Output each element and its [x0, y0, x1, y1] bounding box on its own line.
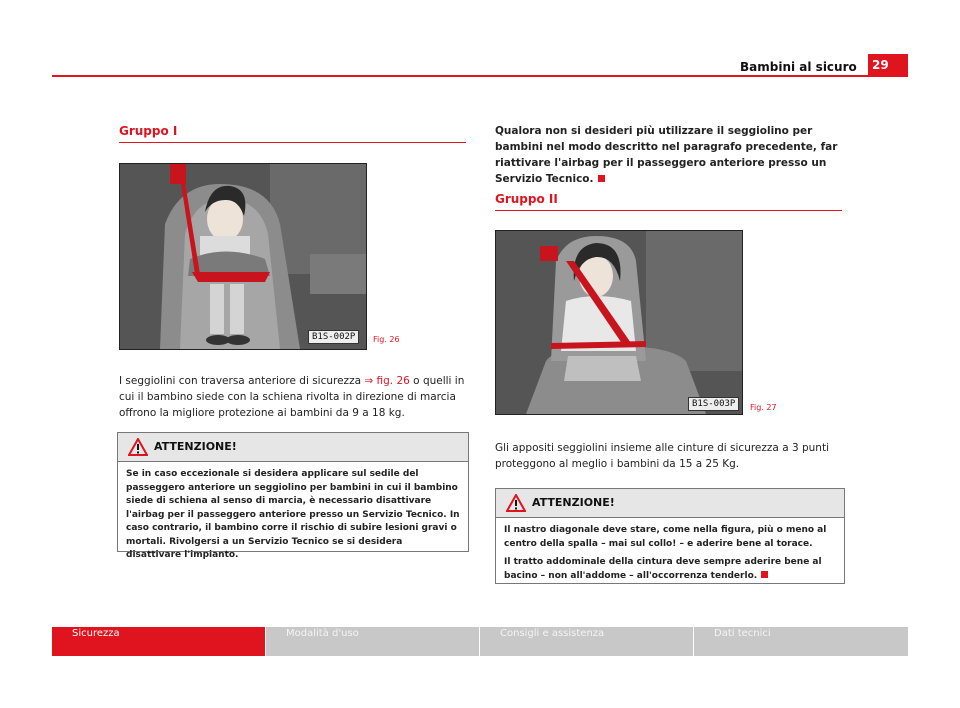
section-title-gruppo-1: Gruppo I — [119, 124, 466, 143]
section-title-gruppo-2: Gruppo II — [495, 192, 842, 211]
header-rule — [52, 75, 908, 77]
warning-paragraph-1: Il nastro diagonale deve stare, come nella figura, più o meno al centro della spalla – mai sul collo! – e aderire bene al torace. — [504, 525, 827, 549]
warning-paragraph-2-text: Il tratto addominale della cintura deve sempre aderire bene al bacino – non all'addome – all'occorrenza tenderlo. — [504, 557, 822, 581]
booster-seat-illustration — [496, 231, 742, 414]
chapter-title: Bambini al sicuro — [740, 60, 857, 74]
intro-text: Qualora non si desideri più utilizzare il seggiolino per bambini nel modo descritto nel paragrafo precedente, far riattivare l'airbag per il passeggero anteriore presso un Servizio Tecnico. — [495, 125, 838, 185]
figure-26-child-seat-gruppo-1 — [119, 163, 367, 350]
para-text: o quelli in cui il bambino siede con la schiena rivolta in direzione di marcia offrono la migliore protezione ai bambini da 9 a 18 kg. — [119, 375, 465, 419]
para-text: I seggiolini con traversa anteriore di sicurezza — [119, 375, 365, 387]
warning-box-right — [495, 488, 845, 584]
warning-title: ATTENZIONE! — [154, 440, 237, 453]
footer-tab-dati-tecnici[interactable]: Dati tecnici — [693, 627, 908, 656]
paragraph-gruppo-2: Gli appositi seggiolini insieme alle cinture di sicurezza a 3 punti proteggono al meglio i bambini da 15 a 25 Kg. — [495, 442, 829, 470]
warning-text: Se in caso eccezionale si desidera applicare sul sedile del passeggero anteriore un seggiolino per bambini in cui il bambino siede di schiena al senso di marcia, è necessario disattivare l'airbag per il passeggero anteriore presso un Servizio Tecnico. In caso contrario, il bambino corre il rischio di subire lesioni gravi o mortali. Rivolgersi a un Servizio Tecnico se si desidera disattivare l'impianto. — [126, 469, 460, 560]
warning-box-left — [117, 432, 469, 560]
warning-paragraph-2 — [504, 556, 836, 583]
warning-title: ATTENZIONE! — [532, 496, 615, 509]
end-of-section-marker — [761, 571, 768, 578]
figure-caption: Fig. 27 — [750, 403, 777, 412]
intro-paragraph — [495, 123, 845, 187]
warning-body — [496, 518, 844, 596]
page-number: 29 — [868, 54, 908, 76]
figure-reference-link[interactable]: fig. 26 — [376, 375, 410, 387]
end-of-section-marker — [598, 175, 605, 182]
warning-header — [496, 489, 844, 518]
figure-caption: Fig. 26 — [373, 335, 400, 344]
warning-body — [118, 462, 468, 576]
paragraph-gruppo-1 — [119, 373, 469, 421]
figure-reference-arrow[interactable]: ⇒ — [364, 375, 374, 387]
footer-tab-modalita-uso[interactable]: Modalità d'uso — [265, 627, 479, 656]
warning-header — [118, 433, 468, 462]
footer-tab-consigli-assistenza[interactable]: Consigli e assistenza — [479, 627, 693, 656]
warning-triangle-icon — [128, 438, 148, 456]
child-seat-illustration — [120, 164, 366, 349]
footer-tab-sicurezza[interactable]: Sicurezza — [52, 627, 265, 656]
warning-triangle-icon — [506, 494, 526, 512]
figure-27-child-seat-gruppo-2 — [495, 230, 743, 415]
figure-code: B1S-003P — [688, 397, 739, 411]
figure-code: B1S-002P — [308, 330, 359, 344]
